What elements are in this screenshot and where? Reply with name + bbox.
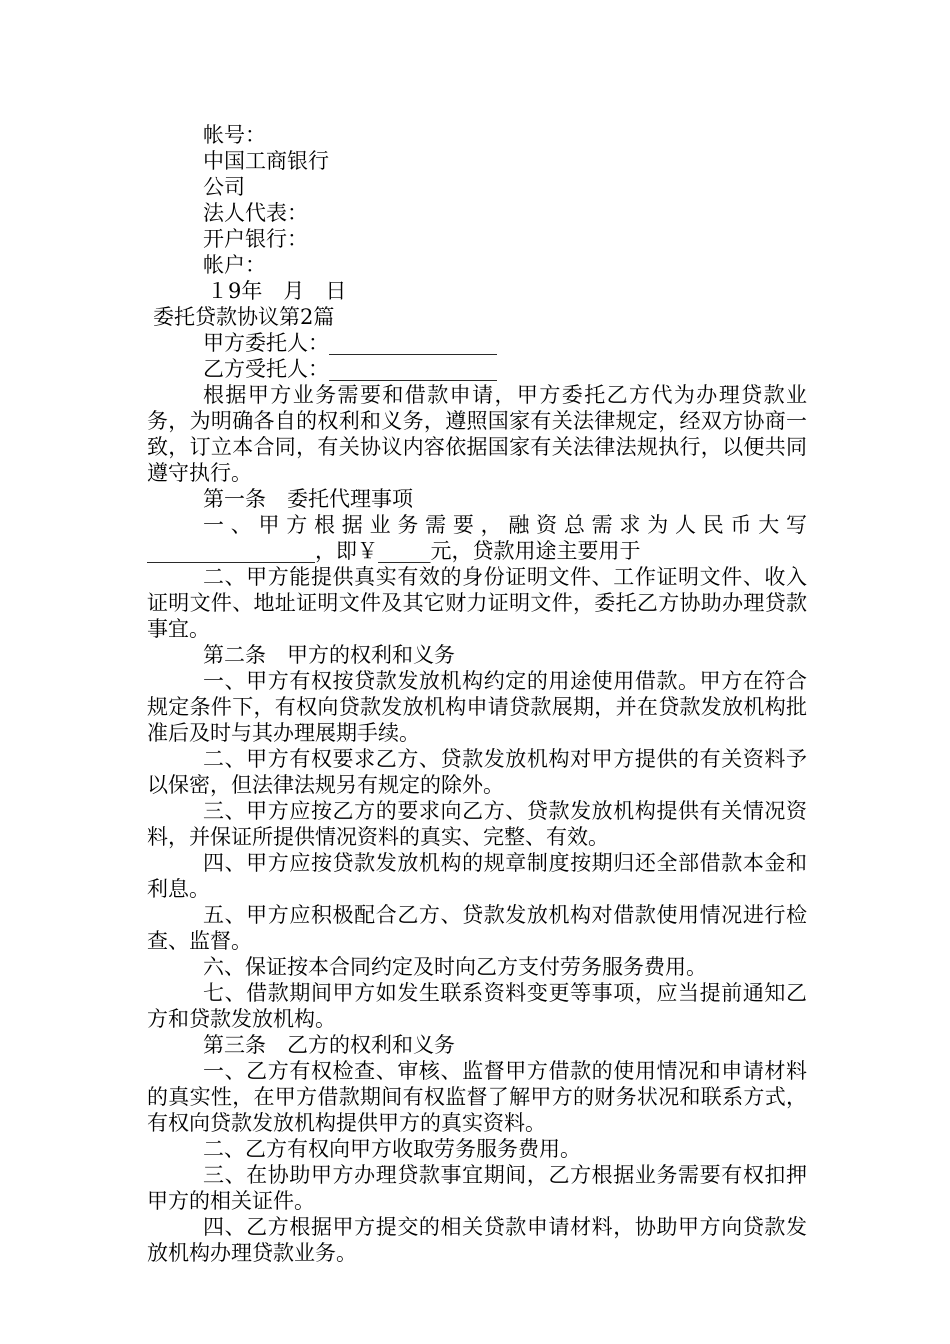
account-line: 帐户：: [203, 253, 266, 277]
article-2-clause-3: 三、甲方应按乙方的要求向乙方、贷款发放机构提供有关情况资料，并保证所提供情况资料的真实、完整、有效。: [147, 799, 807, 849]
legal-rep-line: 法人代表：: [203, 201, 308, 225]
document-body: [147, 122, 807, 1266]
article-2-clause-7: 七、借款期间甲方如发生联系资料变更等事项，应当提前通知乙方和贷款发放机构。: [147, 981, 807, 1031]
account-no-line: 帐号：: [203, 123, 266, 147]
article-2-title: 第二条 甲方的权利和义务: [203, 643, 455, 667]
article-2-clause-6: 六、保证按本合同约定及时向乙方支付劳务服务费用。: [203, 955, 707, 979]
article-3-title: 第三条 乙方的权利和义务: [203, 1033, 455, 1057]
article-3-clause-2: 二、乙方有权向甲方收取劳务服务费用。: [203, 1137, 581, 1161]
company-line: 公司: [203, 175, 245, 199]
party-b-line: 乙方受托人：________________: [203, 357, 497, 381]
article-2-clause-2: 二、甲方有权要求乙方、贷款发放机构对甲方提供的有关资料予以保密，但法律法规另有规定的除外。: [147, 747, 807, 797]
date-line: １9年 月 日: [207, 279, 347, 303]
article-1-clause-2: 二、甲方能提供真实有效的身份证明文件、工作证明文件、收入证明文件、地址证明文件及其它财力证明文件，委托乙方协助办理贷款事宜。: [147, 565, 807, 641]
article-2-clause-4: 四、甲方应按贷款发放机构的规章制度按期归还全部借款本金和利息。: [147, 851, 807, 901]
document-title: 委托贷款协议第2篇: [153, 305, 335, 329]
article-2-clause-1: 一、甲方有权按贷款发放机构约定的用途使用借款。甲方在符合规定条件下，有权向贷款发放机构申请贷款展期，并在贷款发放机构批准后及时与其办理展期手续。: [147, 669, 807, 745]
party-a-line: 甲方委托人：________________: [203, 331, 497, 355]
article-2-clause-5: 五、甲方应积极配合乙方、贷款发放机构对借款使用情况进行检查、监督。: [147, 903, 807, 953]
article-1-clause-1: 一、甲方根据业务需要，融资总需求为人民币大写________________，即￥_____元，贷款用途主要用于: [147, 513, 807, 563]
bank-name-line: 中国工商银行: [203, 149, 329, 173]
intro-paragraph: 根据甲方业务需要和借款申请，甲方委托乙方代为办理贷款业务，为明确各自的权利和义务，遵照国家有关法律规定，经双方协商一致，订立本合同，有关协议内容依据国家有关法律法规执行，以便共同遵守执行。: [147, 383, 807, 485]
article-1-title: 第一条 委托代理事项: [203, 487, 413, 511]
article-3-clause-1: 一、乙方有权检查、审核、监督甲方借款的使用情况和申请材料的真实性，在甲方借款期间有权监督了解甲方的财务状况和联系方式，有权向贷款发放机构提供甲方的真实资料。: [147, 1059, 807, 1135]
article-3-clause-4: 四、乙方根据甲方提交的相关贷款申请材料，协助甲方向贷款发放机构办理贷款业务。: [147, 1215, 807, 1265]
opening-bank-line: 开户银行：: [203, 227, 308, 251]
article-3-clause-3: 三、在协助甲方办理贷款事宜期间，乙方根据业务需要有权扣押甲方的相关证件。: [147, 1163, 807, 1213]
